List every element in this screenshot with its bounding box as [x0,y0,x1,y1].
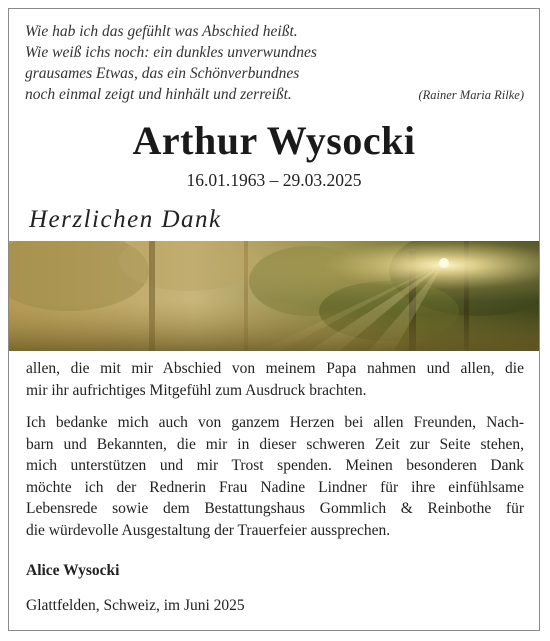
paragraph-2-line-4: möchte ich der Rednerin Frau Nadine Lindner für ihre einfühlsame [26,478,524,496]
poem-block [25,21,530,106]
paragraph-2 [26,412,524,541]
poem-line-2: Wie weiß ichs noch: ein dunkles unverwundnes [25,44,317,61]
deceased-name: Arthur Wysocki [132,118,416,163]
poem-line-4: noch einmal zeigt und hinhält und zerreißt. [25,86,292,103]
forest-sunlight-image [9,241,539,351]
paragraph-1-line-1: allen, die mit mir Abschied von meinem Papa nahmen und allen, die [26,360,524,377]
place-and-date: Glattfelden, Schweiz, im Juni 2025 [26,597,245,614]
paragraph-2-line-3: mich unterstützen und mir Trost spenden. Meinen besonderen Dank [26,457,524,474]
poem-line-3: grausames Etwas, das ein Schönverbundnes [25,65,300,82]
poem-line-4-row [25,84,530,106]
paragraph-2-line-2: barn und Bekannten, die mir in dieser schweren Zeit zur Seite stehen, [26,435,524,453]
thanks-heading: Herzlichen Dank [29,206,222,233]
poem-author: (Rainer Maria Rilke) [418,88,524,102]
paragraph-2-line-5: Lebensrede sowie dem Bestattungshaus Gommlich & Reinbothe für [26,500,524,517]
paragraph-2-line-1: Ich bedanke mich auch von ganzem Herzen bei allen Freunden, Nach- [26,414,524,431]
thanks-text [26,358,524,552]
forest-sunlight-icon [9,241,539,351]
signer-name: Alice Wysocki [26,562,120,579]
life-dates: 16.01.1963 – 29.03.2025 [186,170,362,190]
paragraph-1 [26,358,524,401]
paragraph-1-line-2: mir ihr aufrichtiges Mitgefühl zum Ausdruck brachten. [26,381,367,399]
obituary-card [8,8,540,631]
paragraph-2-line-6: die würdevolle Ausgestaltung der Trauerfeier aussprechen. [26,521,391,539]
poem-line-1: Wie hab ich das gefühlt was Abschied heißt. [25,23,298,40]
